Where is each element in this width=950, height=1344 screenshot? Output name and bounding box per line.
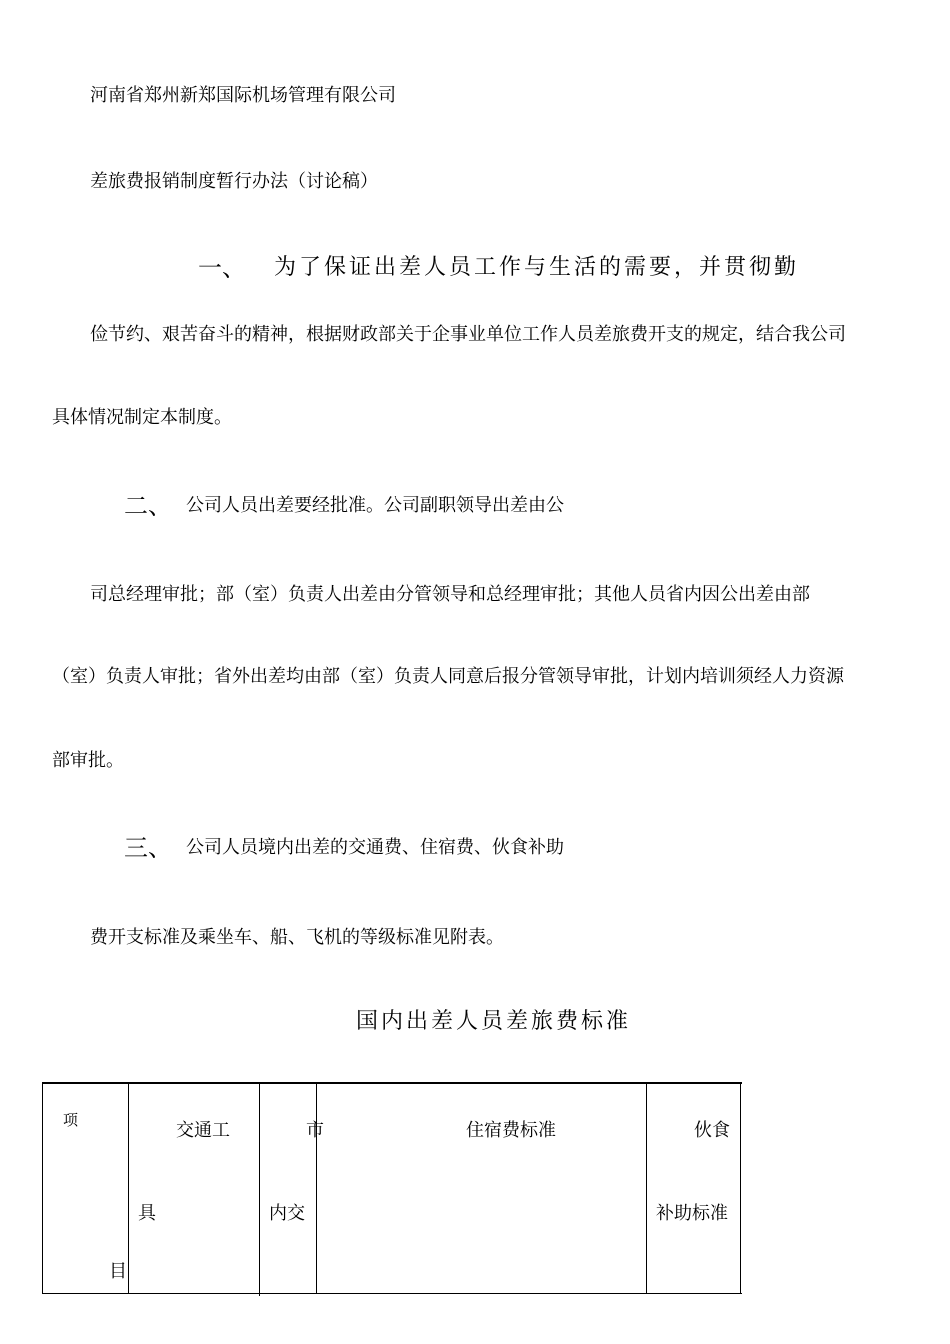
table-divider-1 [128, 1084, 129, 1294]
table-divider-3 [316, 1084, 317, 1294]
table-title: 国内出差人员差旅费标准 [356, 1009, 632, 1034]
header-lodging: 住宿费标准 [466, 1120, 556, 1141]
header-meal-line-2: 补助标准 [656, 1203, 728, 1224]
section-3-line-2: 费开支标准及乘坐车、船、飞机的等级标准见附表。 [90, 927, 504, 948]
table-divider-5 [740, 1084, 741, 1294]
travel-expense-table [42, 1082, 742, 1294]
table-divider-4 [646, 1084, 647, 1294]
section-1-number: 一、 [198, 254, 246, 282]
table-divider-2 [259, 1084, 260, 1296]
section-1-line-2: 俭节约、艰苦奋斗的精神，根据财政部关于企事业单位工作人员差旅费开支的规定，结合我公司 [90, 324, 846, 345]
header-meal-line-1: 伙食 [694, 1120, 730, 1141]
section-1-lead: 为了保证出差人员工作与生活的需要，并贯彻勤 [274, 255, 800, 280]
section-1-line-3: 具体情况制定本制度。 [52, 407, 232, 428]
section-2-number: 二、 [124, 492, 172, 520]
header-transport-line-2: 具 [138, 1203, 156, 1224]
company-name: 河南省郑州新郑国际机场管理有限公司 [90, 85, 396, 106]
header-item-bottom: 目 [109, 1261, 127, 1282]
section-2-lead: 公司人员出差要经批准。公司副职领导出差由公 [186, 495, 564, 516]
section-3-number: 三、 [124, 834, 172, 862]
header-transport-line-1: 交通工 [176, 1120, 230, 1141]
section-2-line-4: 部审批。 [52, 750, 124, 771]
section-2-line-3: （室）负责人审批；省外出差均由部（室）负责人同意后报分管领导审批，计划内培训须经人力资源 [52, 666, 844, 687]
section-3-lead: 公司人员境内出差的交通费、住宿费、伙食补助 [186, 837, 564, 858]
header-city-line-2: 内交 [269, 1203, 305, 1224]
section-2-line-2: 司总经理审批；部（室）负责人出差由分管领导和总经理审批；其他人员省内因公出差由部 [90, 584, 810, 605]
document-subtitle: 差旅费报销制度暂行办法（讨论稿） [90, 171, 378, 192]
header-city-line-1: 市 [306, 1120, 324, 1141]
header-item-top: 项 [63, 1111, 79, 1129]
